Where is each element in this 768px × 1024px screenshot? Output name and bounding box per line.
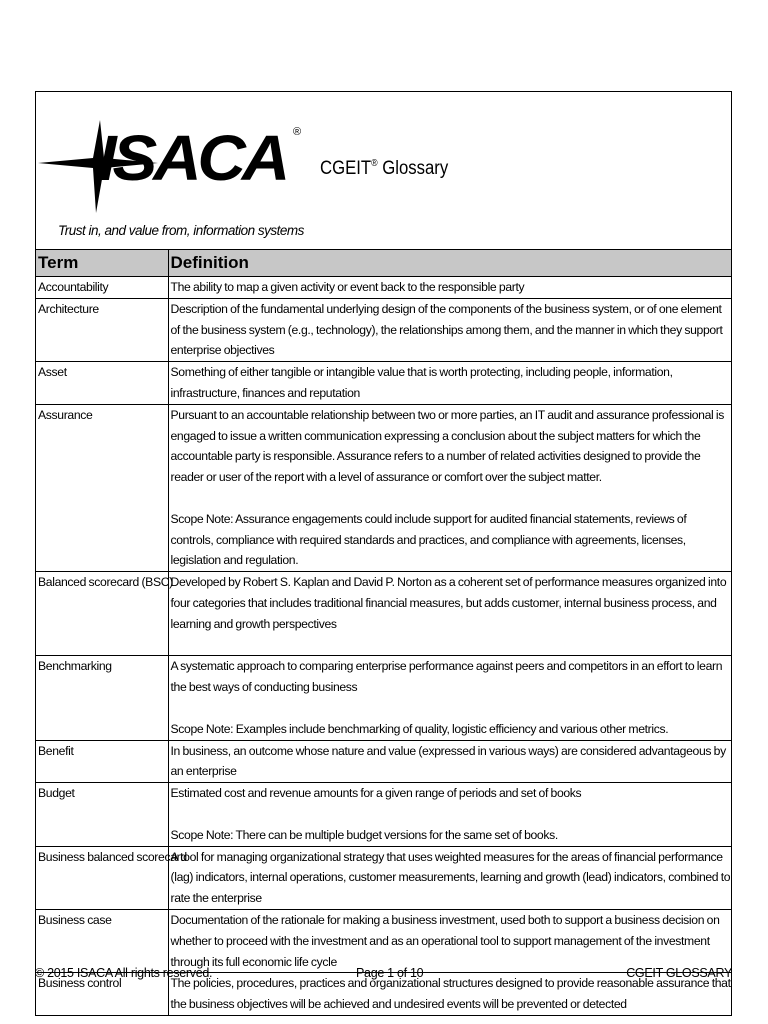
definition-paragraph: Documentation of the rationale for making a business investment, used both to support a business decision on whether to proceed with the investment and as an operational tool to support management of the investment through its full economic life cycle	[170, 912, 720, 969]
term-cell: Budget	[36, 783, 168, 846]
footer-copyright: © 2015 ISACA All rights reserved.	[35, 966, 213, 980]
table-row	[36, 783, 731, 846]
definition-paragraph: Description of the fundamental underlying design of the components of the business system, or of one element of the business system (e.g., technology), the relationships among them, and the manner in which they support enterprise objectives	[170, 301, 723, 358]
definition-paragraph: The ability to map a given activity or event back to the responsible party	[170, 280, 525, 294]
table-row	[36, 846, 731, 909]
term-cell: Business control	[36, 973, 168, 1015]
table-row	[36, 277, 731, 299]
definition-cell	[168, 783, 731, 846]
definition-cell	[168, 909, 731, 972]
definition-cell	[168, 298, 731, 361]
table-row	[36, 740, 731, 783]
definition-paragraph: A systematic approach to comparing enterprise performance against peers and competitors in an effort to learn the best ways of conducting business	[170, 659, 723, 695]
isaca-logo	[38, 118, 308, 243]
definition-cell	[168, 846, 731, 909]
definition-paragraph: The policies, procedures, practices and organizational structures designed to provide reasonable assurance that the business objectives will be achieved and undesired events will be prevented or detected	[170, 976, 731, 1012]
term-cell: Balanced scorecard (BSC)	[36, 572, 168, 656]
footer-page-number: Page 1 of 10	[356, 966, 424, 980]
definition-paragraph: Developed by Robert S. Kaplan and David P. Norton as a coherent set of performance measures organized into four categories that includes traditional financial measures, but adds customer, internal business process, and learning and growth perspectives	[170, 575, 727, 631]
definition-cell	[168, 362, 731, 405]
footer-doc-label: CGEIT GLOSSARY	[626, 966, 732, 980]
term-cell: Business case	[36, 909, 168, 972]
definition-cell	[168, 740, 731, 783]
logo-tagline: Trust in, and value from, information systems	[58, 223, 304, 238]
glossary-body	[36, 277, 731, 1015]
definition-paragraph: Scope Note: There can be multiple budget versions for the same set of books.	[170, 827, 558, 842]
definition-paragraph: Estimated cost and revenue amounts for a given range of periods and set of books	[170, 786, 582, 801]
logo-wordmark: ISACA	[98, 122, 287, 194]
term-cell: Accountability	[36, 277, 168, 299]
definition-cell	[168, 572, 731, 656]
definition-paragraph: Something of either tangible or intangible value that is worth protecting, including people, information, infrastructure, finances and reputation	[170, 365, 673, 400]
glossary-sheet	[35, 91, 732, 1016]
definition-paragraph: Scope Note: Examples include benchmarking of quality, logistic efficiency and various other metrics.	[170, 721, 669, 736]
table-row	[36, 656, 731, 740]
term-cell: Asset	[36, 362, 168, 405]
table-row	[36, 909, 731, 972]
column-header-definition: Definition	[168, 250, 731, 277]
logo-registered-mark: ®	[293, 126, 302, 138]
page-title: CGEIT® Glossary	[320, 158, 449, 179]
table-header-row	[36, 250, 731, 277]
table-row	[36, 298, 731, 361]
table-row	[36, 362, 731, 405]
definition-cell	[168, 656, 731, 740]
glossary-table	[36, 250, 731, 1015]
definition-cell	[168, 404, 731, 571]
definition-paragraph: A tool for managing organizational strategy that uses weighted measures for the areas of financial performance (lag) indicators, internal operations, customer measurements, learning and growth (lead) indicators, combined to rate the enterprise	[170, 849, 731, 906]
term-cell: Assurance	[36, 404, 168, 571]
document-header	[36, 92, 731, 250]
term-cell: Architecture	[36, 298, 168, 361]
term-cell: Benchmarking	[36, 656, 168, 740]
definition-paragraph: Pursuant to an accountable relationship between two or more parties, an IT audit and assurance professional is engaged to issue a written communication expressing a conclusion about the subject matters for which the accountable party is responsible. Assurance refers to a number of related activities designed to provide the reader or user of the report with a level of assurance or comfort over the subject matter.	[170, 407, 725, 485]
table-row	[36, 572, 731, 656]
definition-cell	[168, 277, 731, 299]
definition-paragraph: Scope Note: Assurance engagements could include support for audited financial statements, reviews of controls, compliance with required standards and practices, and compliance with agreements, licenses, legislation and regulation.	[170, 511, 687, 568]
column-header-term: Term	[36, 250, 168, 277]
table-row	[36, 404, 731, 571]
definition-paragraph: In business, an outcome whose nature and value (expressed in various ways) are considered advantageous by an enterprise	[170, 743, 726, 779]
term-cell: Benefit	[36, 740, 168, 783]
term-cell: Business balanced scorecard	[36, 846, 168, 909]
